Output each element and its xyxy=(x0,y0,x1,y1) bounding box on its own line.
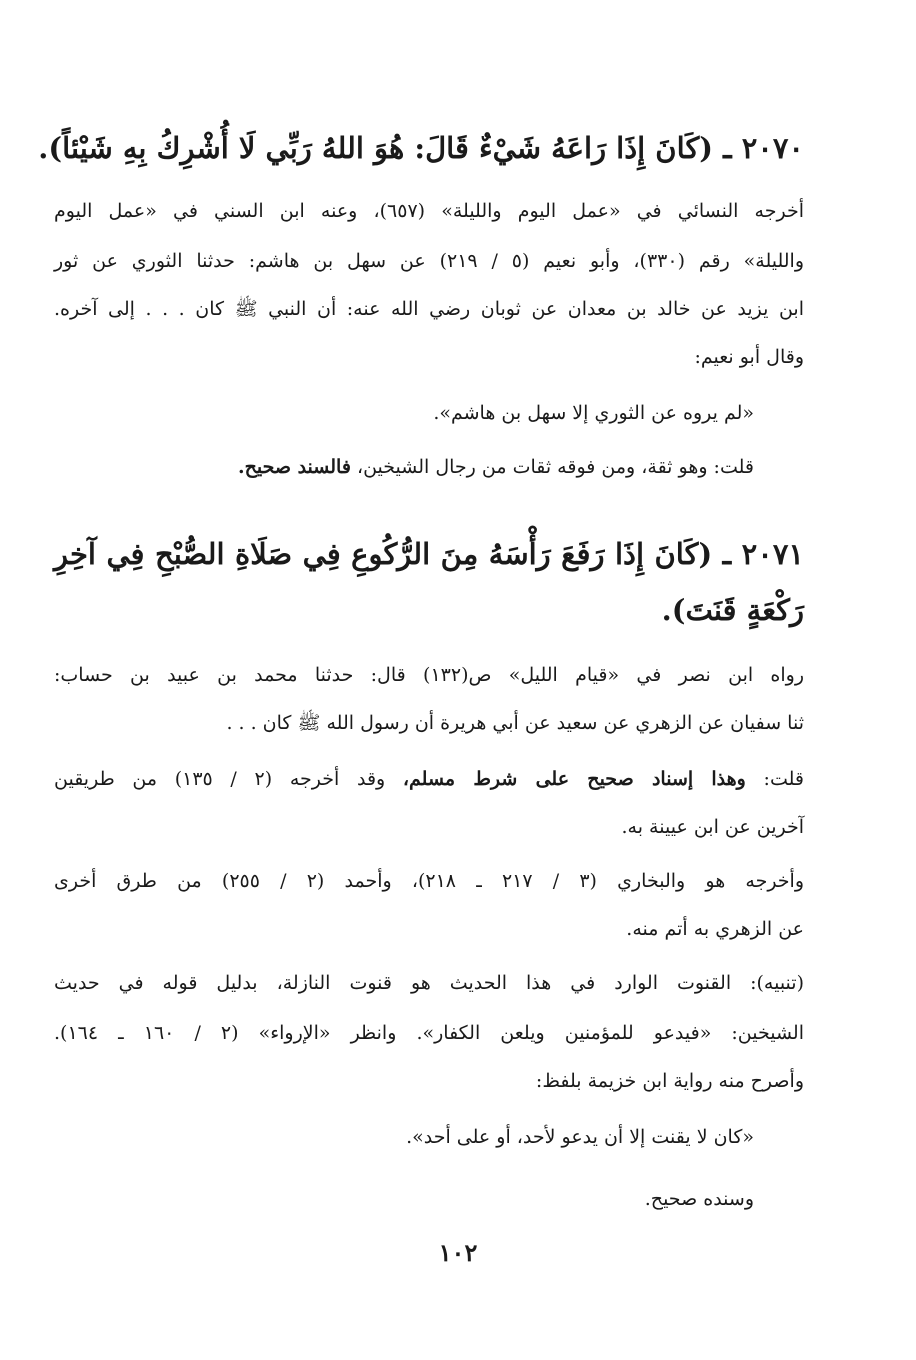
commentary-2071-line-6: عن الزهري به أتم منه. xyxy=(626,918,804,940)
commentary-2070-quote: «لم يروه عن الثوري إلا سهل بن هاشم». xyxy=(433,402,754,424)
note-label: قلت: xyxy=(763,768,804,790)
hadith-2071-text-1: (كَانَ إِذَا رَفَعَ رَأْسَهُ مِنَ الرُّكُوعِ فِي صَلَاةِ الصُّبْحِ فِي آخِرِ xyxy=(54,537,713,571)
commentary-2071-line-2: ثنا سفيان عن الزهري عن سعيد عن أبي هريرة أن رسول الله ﷺ كان . . . xyxy=(226,712,804,734)
commentary-2070-note xyxy=(54,452,754,482)
commentary-2071-line-5: وأخرجه هو والبخاري (٣ / ٢١٧ ـ ٢١٨)، وأحمد (٢ / ٢٥٥) من طرق أخرى xyxy=(54,870,805,892)
note-verdict: فالسند صحيح. xyxy=(237,456,351,478)
commentary-2070-line-4: وقال أبو نعيم: xyxy=(694,346,804,368)
commentary-2071-line-4: آخرين عن ابن عيينة به. xyxy=(621,816,804,838)
note-text: قلت: وهو ثقة، ومن فوقه ثقات من رجال الشيخين، xyxy=(356,456,754,478)
commentary-2071-line-1: رواه ابن نصر في «قيام الليل» ص(١٣٢) قال: حدثنا محمد بن عبيد بن حساب: xyxy=(54,664,805,686)
hadith-2070-heading xyxy=(38,128,804,168)
commentary-2071-line-3 xyxy=(54,764,804,794)
commentary-2071-line-9: وأصرح منه رواية ابن خزيمة بلفظ: xyxy=(535,1070,804,1092)
note-verdict: وهذا إسناد صحيح على شرط مسلم، xyxy=(402,768,746,790)
commentary-2070-line-2: والليلة» رقم (٣٣٠)، وأبو نعيم (٥ / ٢١٩) عن سهل بن هاشم: حدثنا الثوري عن ثور xyxy=(54,250,804,272)
hadith-2071-heading-line-1 xyxy=(54,534,804,574)
commentary-2071-line-7: (تنبيه): القنوت الوارد في هذا الحديث هو قنوت النازلة، بدليل قوله في حديث xyxy=(54,972,804,994)
page-number: ١٠٢ xyxy=(438,1238,478,1267)
hadith-2070-number: ٢٠٧٠ ـ xyxy=(723,131,804,165)
commentary-2070-line-1: أخرجه النسائي في «عمل اليوم والليلة» (٦٥٧)، وعنه ابن السني في «عمل اليوم xyxy=(54,200,804,222)
hadith-2071-number: ٢٠٧١ ـ xyxy=(722,537,804,571)
commentary-2071-line-8: الشيخين: «فيدعو للمؤمنين ويلعن الكفار». وانظر «الإرواء» (٢ / ١٦٠ ـ ١٦٤). xyxy=(54,1022,805,1044)
commentary-2071-line-10: وسنده صحيح. xyxy=(644,1188,754,1210)
commentary-2071-quote: «كان لا يقنت إلا أن يدعو لأحد، أو على أحد». xyxy=(406,1126,754,1148)
note-rest: وقد أخرجه (٢ / ١٣٥) من طريقين xyxy=(54,768,386,790)
commentary-2070-line-3: ابن يزيد عن خالد بن معدان عن ثوبان رضي الله عنه: أن النبي ﷺ كان . . . إلى آخره. xyxy=(54,298,804,320)
hadith-2070-text: (كَانَ إِذَا رَاعَهُ شَيْءٌ قَالَ: هُوَ اللهُ رَبِّي لَا أُشْرِكُ بِهِ شَيْئاً). xyxy=(38,131,713,165)
hadith-2071-heading-line-2: رَكْعَةٍ قَنَتَ). xyxy=(661,593,804,627)
